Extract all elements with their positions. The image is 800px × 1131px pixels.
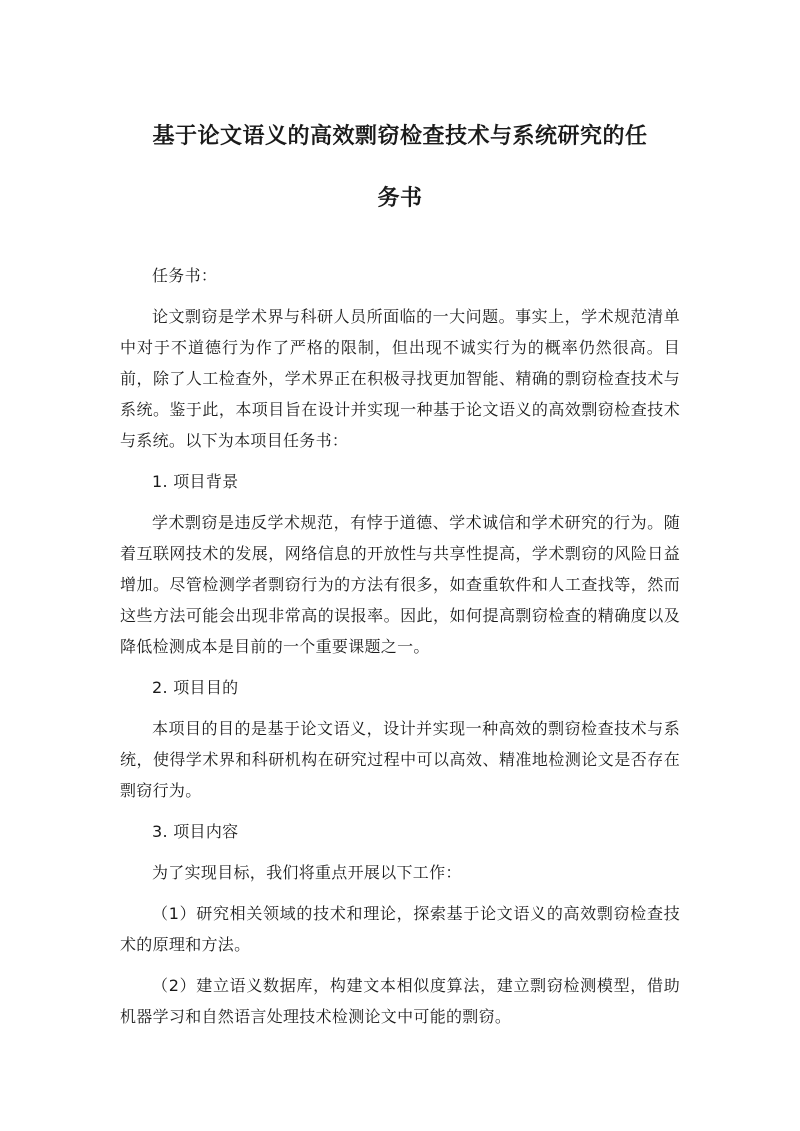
heading-project-purpose: 2. 项目目的 — [152, 678, 239, 697]
title-line-2: 务书 — [377, 186, 423, 211]
paragraph-intro: 论文剽窃是学术界与科研人员所面临的一大问题。事实上，学术规范清单中对于不道德行为作了严格的限制，但出现不诚实行为的概率仍然很高。目前，除了人工检查外，学术界正在积极寻找更加智能、精确的剽窃检查技术与系统。鉴于此，本项目旨在设计并实现一种基于论文语义的高效剽窃检查技术与系统。以下为本项目任务书： — [120, 307, 680, 450]
paragraph-purpose: 本项目的目的是基于论文语义，设计并实现一种高效的剽窃检查技术与系统，使得学术界和科研机构在研究过程中可以高效、精准地检测论文是否存在剽窃行为。 — [120, 719, 680, 800]
list-item-2: （2）建立语义数据库，构建文本相似度算法，建立剽窃检测模型，借助机器学习和自然语言处理技术检测论文中可能的剽窃。 — [120, 976, 680, 1026]
list-item-1: （1）研究相关领域的技术和理论，探索基于论文语义的高效剽窃检查技术的原理和方法。 — [120, 904, 680, 954]
document-title — [116, 106, 684, 230]
paragraph-content-intro: 为了实现目标，我们将重点开展以下工作： — [152, 863, 462, 882]
paragraph-task-label: 任务书： — [152, 266, 218, 285]
heading-project-background: 1. 项目背景 — [152, 472, 239, 491]
heading-project-content: 3. 项目内容 — [152, 822, 239, 841]
paragraph-background: 学术剽窃是违反学术规范，有悖于道德、学术诚信和学术研究的行为。随着互联网技术的发展，网络信息的开放性与共享性提高，学术剽窃的风险日益增加。尽管检测学者剽窃行为的方法有很多，如查重软件和人工查找等，然而这些方法可能会出现非常高的误报率。因此，如何提高剽窃检查的精确度以及降低检测成本是目前的一个重要课题之一。 — [120, 513, 680, 656]
title-line-1: 基于论文语义的高效剽窃检查技术与系统研究的任 — [152, 124, 648, 149]
